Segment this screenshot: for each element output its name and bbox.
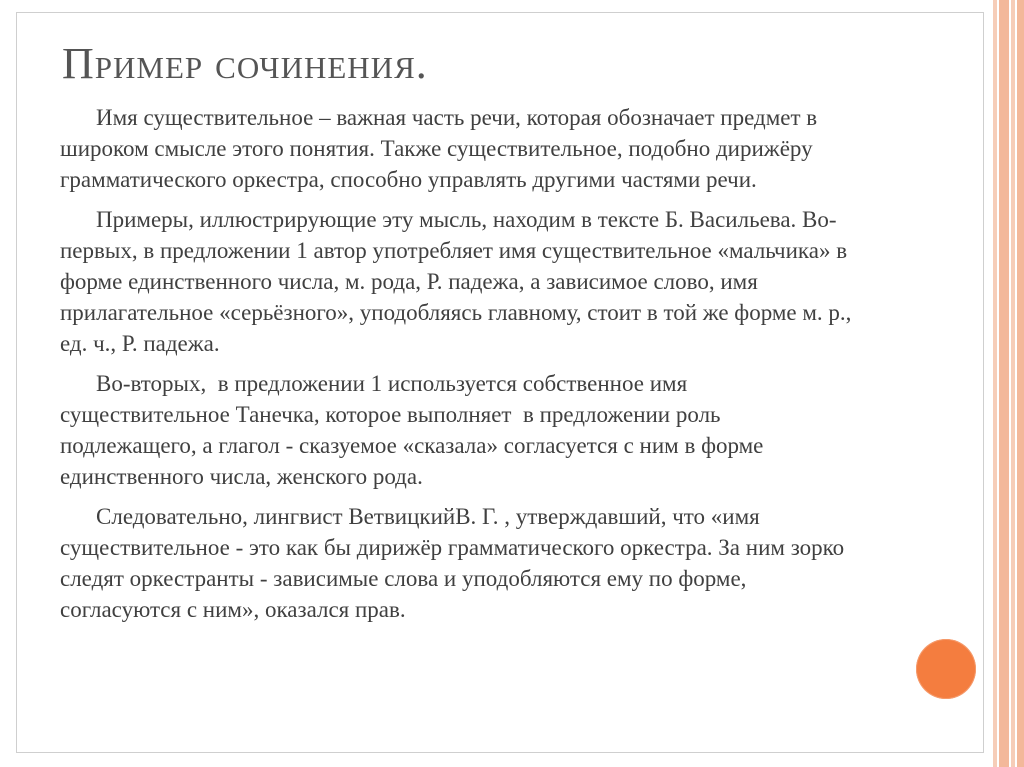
paragraph-conclusion: Следовательно, лингвист ВетвицкийВ. Г. , утверждавший, что «имя существительное - это как бы дирижёр грамматического оркестра. За ним зорко следят оркестранты - зависимые слова и уподобляются ему по форме, согласуются с ним», оказался прав.	[60, 504, 850, 622]
slide-title: Пример сочинения.	[62, 39, 428, 88]
paragraph-examples: Примеры, иллюстрирующие эту мысль, находим в тексте Б. Васильева. Во-первых, в предложении 1 автор употребляет имя существительное «мальчика» в форме единственного числа, м. рода, Р. падежа, а зависимое слово, имя прилагательное «серьёзного», уподобляясь главному, стоит в той же форме м. р., ед. ч., Р. падежа.	[60, 207, 858, 356]
decorative-stripe	[999, 0, 1009, 767]
decorative-stripe	[1011, 0, 1015, 767]
decorative-stripe	[993, 0, 997, 767]
paragraph-intro: Имя существительное – важная часть речи, которая обозначает предмет в широком смысле этого понятия. Также существительное, подобно дирижёру грамматического оркестра, способно управлять другими частями речи.	[60, 105, 823, 192]
decorative-circle	[916, 639, 976, 699]
slide-body	[60, 102, 860, 634]
decorative-stripe	[1017, 0, 1024, 767]
paragraph-second: Во-вторых, в предложении 1 используется собственное имя существительное Танечка, которое выполняет в предложении роль подлежащего, а глагол - сказуемое «сказала» согласуется с ним в форме единственного числа, женского рода.	[60, 371, 770, 489]
